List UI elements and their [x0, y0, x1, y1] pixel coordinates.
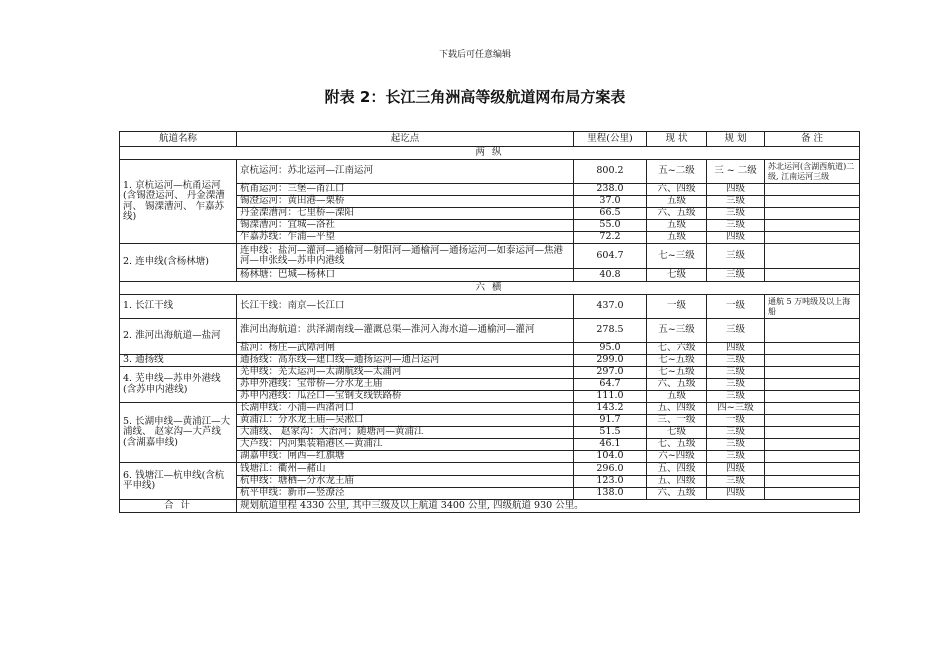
table-row — [120, 160, 860, 184]
section-row — [120, 282, 860, 295]
header-col-km: 里程(公里) — [574, 132, 647, 147]
mileage-cell: 800.2 — [574, 160, 647, 184]
waterway-name: 2. 连申线(含杨林塘) — [120, 244, 237, 282]
status-cell: 一级 — [647, 295, 707, 319]
route-cell: 淮河出海航道：洪泽湖南线—灌溉总渠—淮河入海水道—通榆河—灌河 — [237, 319, 574, 343]
mileage-cell: 66.5 — [574, 208, 647, 220]
note-cell — [765, 488, 860, 500]
status-cell: 七级 — [647, 269, 707, 282]
note-cell — [765, 269, 860, 282]
waterway-name: 3. 通扬线 — [120, 355, 237, 367]
plan-cell: 四级 — [707, 488, 765, 500]
table-row — [120, 295, 860, 319]
status-cell: 五~三级 — [647, 319, 707, 343]
header-col-name: 航道名称 — [120, 132, 237, 147]
plan-cell: 三级 — [707, 391, 765, 403]
table-row — [120, 403, 860, 415]
plan-cell: 三 ~ 二级 — [707, 160, 765, 184]
plan-cell: 四级 — [707, 184, 765, 196]
status-cell: 七级 — [647, 427, 707, 439]
total-row — [120, 500, 860, 513]
status-cell: 五~二级 — [647, 160, 707, 184]
header-col-status: 现 状 — [647, 132, 707, 147]
plan-cell: 三级 — [707, 379, 765, 391]
plan-cell: 四级 — [707, 232, 765, 244]
header-col-plan: 规 划 — [707, 132, 765, 147]
mileage-cell: 64.7 — [574, 379, 647, 391]
note-cell: 通航 5 万吨级及以上海船 — [765, 295, 860, 319]
route-cell: 苏申外港线：宝带桥—分水龙王庙 — [237, 379, 574, 391]
mileage-cell: 46.1 — [574, 439, 647, 451]
status-cell: 五、四级 — [647, 403, 707, 415]
total-text: 规划航道里程 4330 公里, 其中三级及以上航道 3400 公里, 四级航道 930 公里。 — [237, 500, 860, 513]
status-cell: 七~五级 — [647, 367, 707, 379]
plan-cell: 三级 — [707, 319, 765, 343]
mileage-cell: 51.5 — [574, 427, 647, 439]
plan-cell: 四级 — [707, 343, 765, 355]
route-cell: 连申线：盐河—灌河—通榆河—射阳河—通榆河—通扬运河—如泰运河—焦港河—申张线—苏申内港线 — [237, 244, 574, 269]
mileage-cell: 299.0 — [574, 355, 647, 367]
mileage-cell: 104.0 — [574, 451, 647, 463]
route-cell: 湖嘉申线：闸西—红旗塘 — [237, 451, 574, 463]
plan-cell: 三级 — [707, 208, 765, 220]
route-cell: 锡溧漕河：宜城—洛社 — [237, 220, 574, 232]
plan-cell: 三级 — [707, 220, 765, 232]
header-col-route: 起讫点 — [237, 132, 574, 147]
route-cell: 长江干线：南京—长江口 — [237, 295, 574, 319]
route-cell: 大浦线、 赵家沟：大治河；随塘河—黄浦江 — [237, 427, 574, 439]
note-cell — [765, 244, 860, 269]
note-cell — [765, 367, 860, 379]
waterway-table — [119, 131, 860, 513]
note-cell — [765, 427, 860, 439]
header-note: 下载后可任意编辑 — [438, 50, 511, 60]
status-cell: 五级 — [647, 232, 707, 244]
table-row — [120, 367, 860, 379]
route-cell: 京杭运河：苏北运河—江南运河 — [237, 160, 574, 184]
waterway-name: 5. 长湖申线—黄浦江—大浦线、 赵家沟—大芦线(含湖嘉申线) — [120, 403, 237, 463]
status-cell: 七~三级 — [647, 244, 707, 269]
total-label: 合 计 — [120, 500, 237, 513]
status-cell: 三、一级 — [647, 415, 707, 427]
route-cell: 锡澄运河：黄田港—栗桥 — [237, 196, 574, 208]
mileage-cell: 95.0 — [574, 343, 647, 355]
note-cell — [765, 319, 860, 343]
status-cell: 五、四级 — [647, 476, 707, 488]
plan-cell: 一级 — [707, 415, 765, 427]
note-cell — [765, 439, 860, 451]
route-cell: 芜申线：芜太运河—太湖航线—太浦河 — [237, 367, 574, 379]
mileage-cell: 604.7 — [574, 244, 647, 269]
status-cell: 七、六级 — [647, 343, 707, 355]
plan-cell: 一级 — [707, 295, 765, 319]
note-cell: 苏北运河(含湖西航道)二级, 江南运河三级 — [765, 160, 860, 184]
mileage-cell: 238.0 — [574, 184, 647, 196]
note-cell — [765, 476, 860, 488]
plan-cell: 三级 — [707, 355, 765, 367]
note-cell — [765, 184, 860, 196]
page-title: 附表 2：长江三角洲高等级航道网布局方案表 — [324, 88, 626, 106]
plan-cell: 三级 — [707, 196, 765, 208]
note-cell — [765, 232, 860, 244]
waterway-name: 4. 芜申线—苏申外港线(含苏申内港线) — [120, 367, 237, 403]
table-row — [120, 463, 860, 476]
table-row — [120, 319, 860, 343]
waterway-name: 1. 长江干线 — [120, 295, 237, 319]
plan-cell: 三级 — [707, 427, 765, 439]
route-cell: 杭平申线：新市—竖潦泾 — [237, 488, 574, 500]
route-cell: 钱塘江：衢州—赭山 — [237, 463, 574, 476]
mileage-cell: 40.8 — [574, 269, 647, 282]
route-cell: 盐河：杨庄—武障河闸 — [237, 343, 574, 355]
route-cell: 黄浦江：分水龙王庙—吴淞口 — [237, 415, 574, 427]
mileage-cell: 297.0 — [574, 367, 647, 379]
plan-cell: 四~三级 — [707, 403, 765, 415]
note-cell — [765, 343, 860, 355]
route-cell: 杭申线：塘栖—分水龙王庙 — [237, 476, 574, 488]
status-cell: 五级 — [647, 391, 707, 403]
table-body — [120, 147, 860, 513]
section-label: 六 横 — [120, 282, 860, 295]
plan-cell: 三级 — [707, 476, 765, 488]
status-cell: 五级 — [647, 196, 707, 208]
note-cell — [765, 355, 860, 367]
section-row — [120, 147, 860, 160]
plan-cell: 三级 — [707, 439, 765, 451]
route-cell: 长湖申线：小浦—西渚河口 — [237, 403, 574, 415]
mileage-cell: 437.0 — [574, 295, 647, 319]
status-cell: 五、四级 — [647, 463, 707, 476]
section-label: 两 纵 — [120, 147, 860, 160]
mileage-cell: 91.7 — [574, 415, 647, 427]
plan-cell: 三级 — [707, 451, 765, 463]
route-cell: 丹金溧漕河：七里桥—溧阳 — [237, 208, 574, 220]
plan-cell: 三级 — [707, 244, 765, 269]
route-cell: 大芦线：内河集装箱港区—黄浦江 — [237, 439, 574, 451]
status-cell: 七、五级 — [647, 439, 707, 451]
header-col-note: 备 注 — [765, 132, 860, 147]
mileage-cell: 143.2 — [574, 403, 647, 415]
mileage-cell: 37.0 — [574, 196, 647, 208]
status-cell: 六、五级 — [647, 488, 707, 500]
route-cell: 杨林塘：巴城—杨林口 — [237, 269, 574, 282]
status-cell: 七~五级 — [647, 355, 707, 367]
mileage-cell: 123.0 — [574, 476, 647, 488]
mileage-cell: 111.0 — [574, 391, 647, 403]
status-cell: 六~四级 — [647, 451, 707, 463]
plan-cell: 四级 — [707, 463, 765, 476]
plan-cell: 三级 — [707, 367, 765, 379]
waterway-name: 1. 京杭运河—杭甬运河(含锡澄运河、 丹金溧漕河、 锡溧漕河、 乍嘉苏线) — [120, 160, 237, 244]
mileage-cell: 72.2 — [574, 232, 647, 244]
note-cell — [765, 208, 860, 220]
note-cell — [765, 379, 860, 391]
waterway-name: 6. 钱塘江—杭申线(含杭平申线) — [120, 463, 237, 500]
status-cell: 六、五级 — [647, 208, 707, 220]
mileage-cell: 55.0 — [574, 220, 647, 232]
route-cell: 苏申内港线：瓜泾口—宝钢支线铁路桥 — [237, 391, 574, 403]
note-cell — [765, 463, 860, 476]
route-cell: 乍嘉苏线：乍浦—平望 — [237, 232, 574, 244]
mileage-cell: 138.0 — [574, 488, 647, 500]
mileage-cell: 278.5 — [574, 319, 647, 343]
note-cell — [765, 403, 860, 415]
note-cell — [765, 220, 860, 232]
mileage-cell: 296.0 — [574, 463, 647, 476]
table-row — [120, 355, 860, 367]
table-header — [120, 132, 860, 147]
status-cell: 五级 — [647, 220, 707, 232]
status-cell: 六、五级 — [647, 379, 707, 391]
status-cell: 六、四级 — [647, 184, 707, 196]
note-cell — [765, 451, 860, 463]
waterway-name: 2. 淮河出海航道—盐河 — [120, 319, 237, 355]
plan-cell: 三级 — [707, 269, 765, 282]
route-cell: 杭甬运河：三堡—甬江口 — [237, 184, 574, 196]
table-row — [120, 244, 860, 269]
note-cell — [765, 415, 860, 427]
note-cell — [765, 196, 860, 208]
route-cell: 通扬线：高东线—建口线—通扬运河—通吕运河 — [237, 355, 574, 367]
note-cell — [765, 391, 860, 403]
